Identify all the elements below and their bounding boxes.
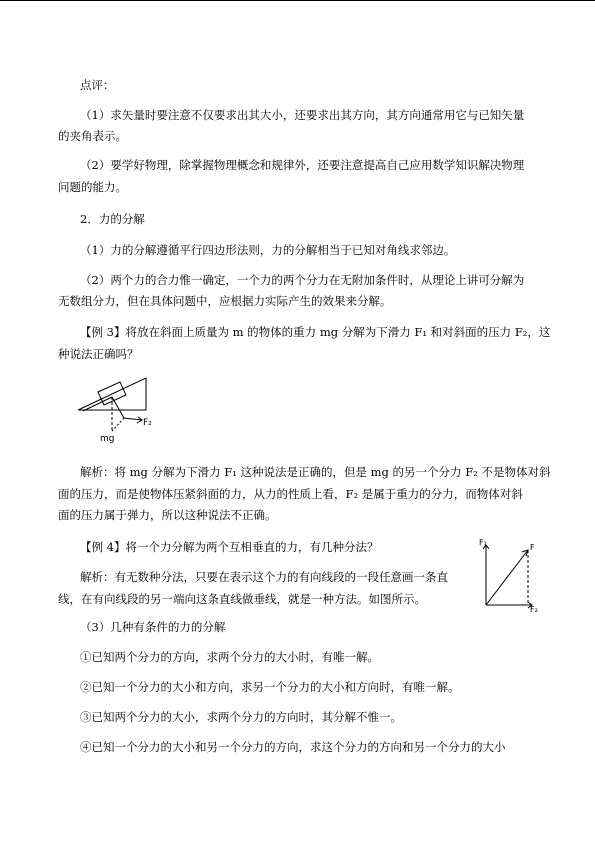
list-item: ②已知一个分力的大小和方向，求另一个分力的大小和方向时，有唯一解。 <box>80 680 460 694</box>
text-paragraph: （2）两个力的合力惟一确定，一个力的两个分力在无附加条件时，从理论上讲可分解为 <box>80 273 525 287</box>
text-paragraph: （1）求矢量时要注意不仅要求出其大小，还要求出其方向，其方向通常用它与已知矢量 <box>80 108 525 122</box>
example-3-analysis: 面的压力属于弹力，所以这种说法不正确。 <box>58 508 277 522</box>
list-item: ①已知两个分力的方向，求两个分力的大小时，有唯一解。 <box>80 650 379 664</box>
example-4-question: 【例 4】将一个力分解为两个互相垂直的力，有几种分法？ <box>80 540 379 554</box>
example-3-question: 【例 3】将放在斜面上质量为 m 的物体的重力 mg 分解为下滑力 F₁ 和对斜面的压力 F₂，这 <box>80 325 551 339</box>
incline-f2-label: F₂ <box>143 418 152 428</box>
list-item: ④已知一个分力的大小和另一个分力的方向，求这个分力的方向和另一个分力的大小 <box>80 740 506 754</box>
section-heading: 2．力的分解 <box>80 212 145 226</box>
example-3-analysis: 解析：将 mg 分解为下滑力 F₁ 这种说法是正确的，但是 mg 的另一个分力 F₂ 不是物体对斜 <box>80 465 551 479</box>
perpendicular-decomposition-diagram <box>474 533 544 613</box>
text-paragraph: 无数组分力，但在具体问题中，应根据力实际产生的效果来分解。 <box>58 294 392 308</box>
text-paragraph: （2）要学好物理，除掌握物理概念和规律外，还要注意提高自己应用数学知识解决物理 <box>80 158 525 172</box>
text-paragraph: （1）力的分解遵循平行四边形法则，力的分解相当于已知对角线求邻边。 <box>80 243 456 257</box>
page-top-rule <box>0 0 595 1</box>
text-paragraph: 的夹角表示。 <box>58 129 127 143</box>
section-subheading: （3）几种有条件的力的分解 <box>80 620 226 634</box>
example-3-analysis: 面的压力，而是使物体压紧斜面的力，从力的性质上看，F₂ 是属于重力的分力，而物体对斜 <box>58 487 523 501</box>
text-paragraph: 问题的能力。 <box>58 180 127 194</box>
incline-force-diagram <box>70 368 162 444</box>
example-4-analysis: 解析：有无数种分法，只要在表示这个力的有向线段的一段任意画一条直 <box>80 570 448 584</box>
decomposition-f2-label: F₂ <box>530 605 538 613</box>
example-3-question: 种说法正确吗？ <box>58 347 139 361</box>
text-comment-heading: 点评： <box>80 78 115 92</box>
list-item: ③已知两个分力的大小，求两个分力的方向时，其分解不惟一。 <box>80 710 402 724</box>
decomposition-f-label: F <box>530 543 535 552</box>
example-4-analysis: 线，在有向线段的另一端向这条直线做垂线，就是一种方法。如图所示。 <box>58 592 426 606</box>
incline-weight-label: mg <box>100 434 115 444</box>
decomposition-f1-label: F₁ <box>479 538 487 547</box>
